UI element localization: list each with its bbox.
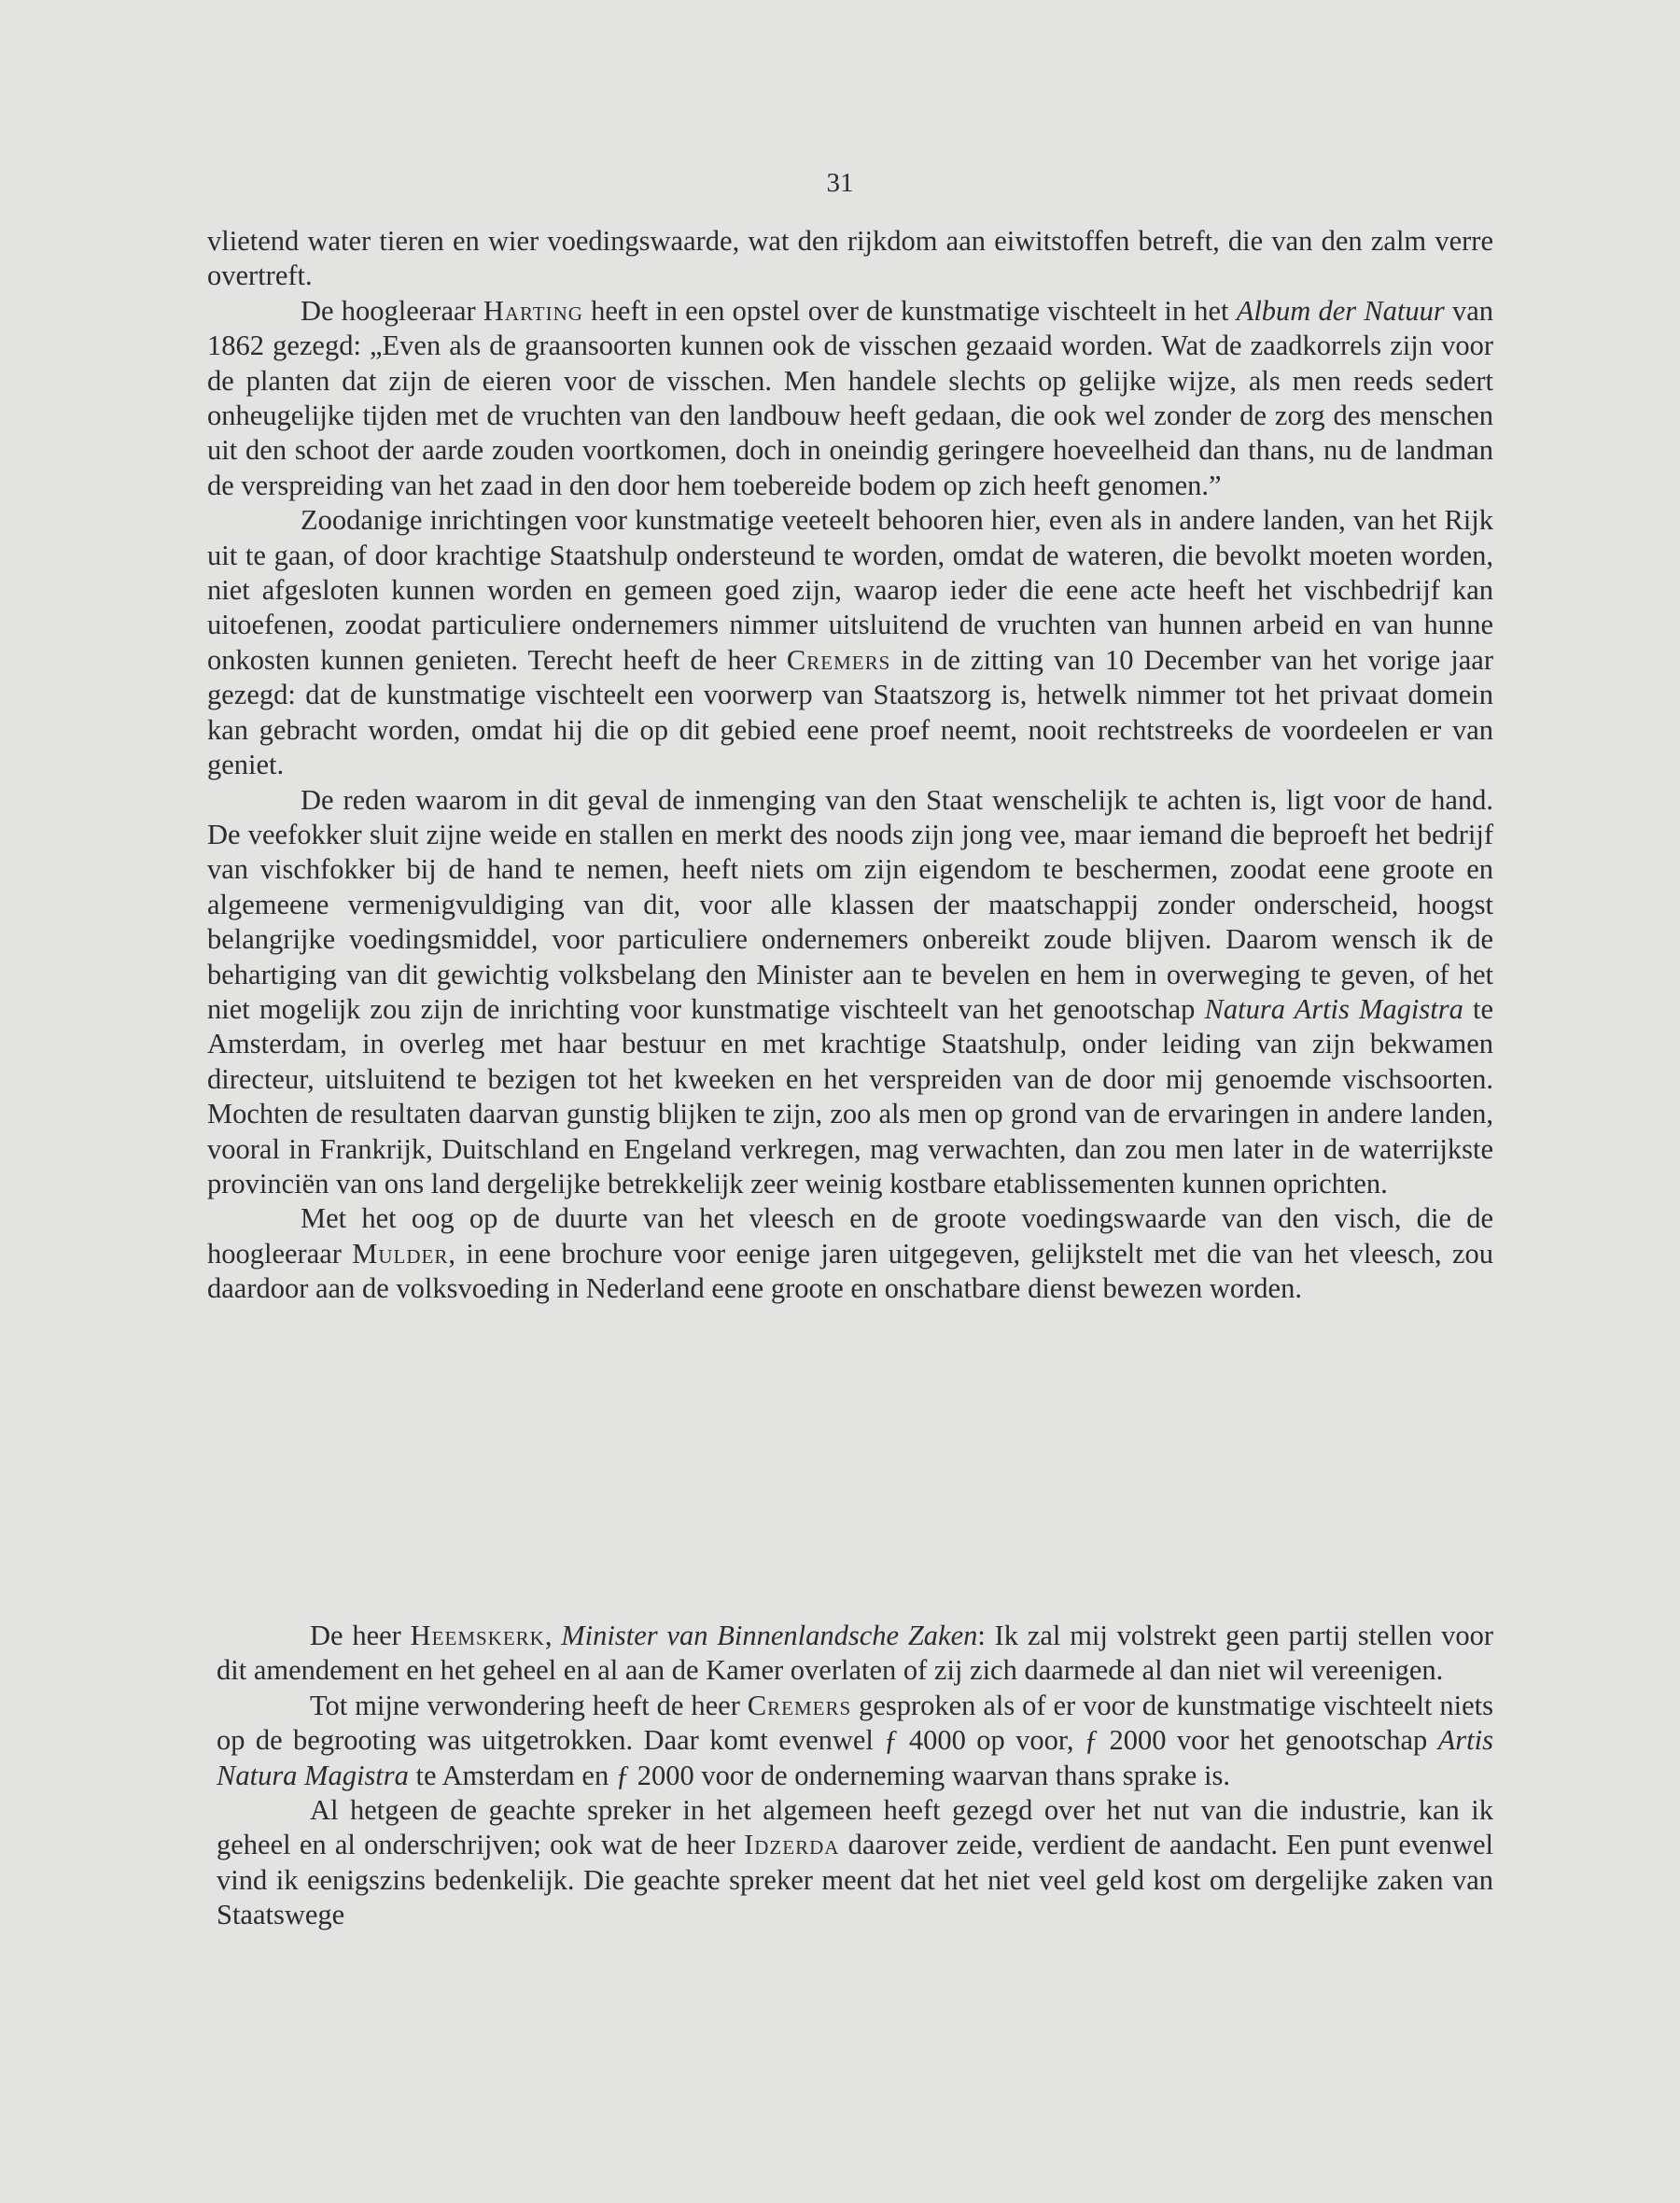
paragraph: Zoodanige inrichtingen voor kunstmatige veeteelt behooren hier, even als in andere landen, van het Rijk uit te gaan, of door krachtige Staatshulp ondersteund te worden, omdat de wateren, die bevolkt moeten worden, niet afgesloten kunnen worden en gemeen goed zijn, waarop ieder die eene acte heeft het vischbedrijf kan uitoefenen, zoodat particuliere ondernemers nimmer uitsluitend de vruchten van hunnen arbeid en van hunne onkosten kunnen genieten. Terecht heeft de heer Cremers in de zitting van 10 December van het vorige jaar gezegd: dat de kunstmatige vischteelt een voorwerp van Staatszorg is, hetwelk nimmer tot het privaat domein kan gebracht worden, omdat hij die op dit gebied eene proef neemt, nooit rechtstreeks de voordeelen er van geniet. — [207, 504, 1493, 781]
page-number: 31 — [826, 168, 854, 198]
person-name: Cremers — [747, 1689, 852, 1721]
society-name: Artis Natura Magistra — [217, 1724, 1493, 1791]
person-name: Heemskerk — [410, 1620, 545, 1651]
speaker-role: Minister van Binnenlandsche Zaken — [561, 1620, 978, 1651]
text-block-upper — [207, 224, 1493, 1307]
person-name: Mulder — [352, 1237, 449, 1270]
person-name: Idzerda — [744, 1829, 840, 1861]
paragraph: De reden waarom in dit geval de inmenging van den Staat wenschelijk te achten is, ligt voor de hand. De veefokker sluit zijne weide en stallen en merkt des noods zijn jong vee, maar iemand die beproeft het bedrijf van vischfokker bij de hand te nemen, heeft niets om zijn eigendom te beschermen, zoodat eene groote en algemeene vermenigvuldiging van dit, voor alle klassen der maatschappij zonder onderscheid, hoogst belangrijke voedingsmiddel, voor particuliere ondernemers onbereikt zoude blijven. Daarom wensch ik de behartiging van dit gewichtig volksbelang den Minister aan te bevelen en hem in overweging te geven, of het niet mogelijk zou zijn de inrichting voor kunstmatige vischteelt van het genootschap Natura Artis Magistra te Amsterdam, in overleg met haar bestuur en met krachtige Staatshulp, onder leiding van zijn bekwamen directeur, uitsluitend te bezigen tot het kweeken en het verspreiden van de door mij genoemde vischsoorten. Mochten de resultaten daarvan gunstig blijken te zijn, zoo als men op grond van de ervaringen in andere landen, vooral in Frankrijk, Duitschland en Engeland verkregen, mag verwachten, dan zou men later in de waterrijkste provinciën van ons land dergelijke betrekkelijk zeer weinig kostbare etablissementen kunnen oprichten. — [207, 783, 1494, 1200]
paragraph: Tot mijne verwondering heeft de heer Cremers gesproken als of er voor de kunstmatige vischteelt niets op de begrooting was uitgetrokken. Daar komt evenwel ƒ 4000 op voor, ƒ 2000 voor het genootschap Artis Natura Magistra te Amsterdam en ƒ 2000 voor de onderneming waarvan thans sprake is. — [217, 1689, 1494, 1791]
person-name: Cremers — [786, 643, 891, 676]
paragraph: vlietend water tieren en wier voedingswaarde, wat den rijkdom aan eiwitstoffen betreft, die van den zalm verre overtreft. — [207, 225, 1493, 292]
publication-title: Album der Natuur — [1236, 294, 1445, 327]
text-block-lower — [217, 1619, 1493, 1933]
society-name: Natura Artis Magistra — [1204, 992, 1463, 1025]
person-name: Harting — [483, 294, 583, 327]
paragraph: De hoogleeraar Harting heeft in een opstel over de kunstmatige vischteelt in het Album der Natuur van 1862 gezegd: „Even als de graansoorten kunnen ook de visschen gezaaid worden. Wat de zaadkorrels zijn voor de planten dat zijn de eieren voor de visschen. Men handele slechts op gelijke wijze, als men reeds sedert onheugelijke tijden met de vruchten van den landbouw heeft gedaan, die ook wel zonder de zorg des menschen uit den schoot der aarde zouden voortkomen, doch in oneindig geringere hoeveelheid dan thans, nu de landman de verspreiding van het zaad in den door hem toebereide bodem op zich heeft genomen.” — [207, 294, 1493, 501]
paragraph: De heer Heemskerk, Minister van Binnenlandsche Zaken: Ik zal mij volstrekt geen partij stellen voor dit amendement en het geheel en al aan de Kamer overlaten of zij zich daarmede al dan niet wil vereenigen. — [217, 1620, 1494, 1687]
paragraph: Al hetgeen de geachte spreker in het algemeen heeft gezegd over het nut van die industrie, kan ik geheel en al onderschrijven; ook wat de heer Idzerda daarover zeide, verdient de aandacht. Een punt evenwel vind ik eenigszins bedenkelijk. Die geachte spreker meent dat het niet veel geld kost om dergelijke zaken van Staatswege — [217, 1794, 1493, 1931]
paragraph: Met het oog op de duurte van het vleesch en de groote voedingswaarde van den visch, die de hoogleeraar Mulder, in eene brochure voor eenige jaren uitgegeven, gelijkstelt met die van het vleesch, zou daardoor aan de volksvoeding in Nederland eene groote en onschatbare dienst bewezen worden. — [207, 1202, 1494, 1305]
